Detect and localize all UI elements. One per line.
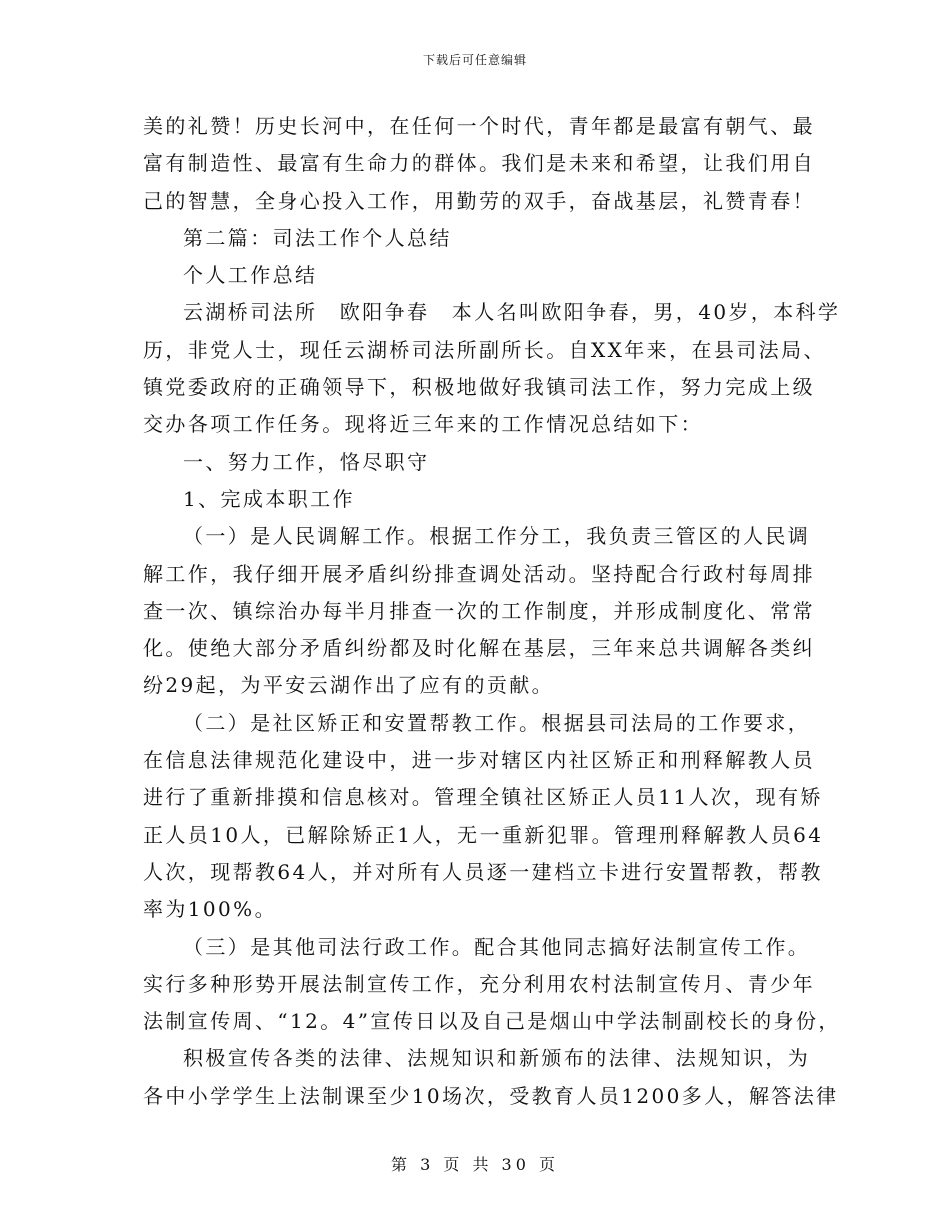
text-line: 纷29起，为平安云湖作出了应有的贡献。 <box>143 673 555 698</box>
text-line: 己的智慧，全身心投入工作，用勤劳的双手，奋战基层，礼赞青春！ <box>143 188 815 213</box>
page-header: 下载后可任意编辑 <box>422 53 527 67</box>
text-line: 实行多种形势开展法制宣传工作，充分利用农村法制宣传月、青少年 <box>143 971 815 996</box>
text-line: 化。使绝大部分矛盾纠纷都及时化解在基层，三年来总共调解各类纠 <box>143 636 815 661</box>
text-line: （一）是人民调解工作。根据工作分工，我负责三管区的人民调 <box>183 524 811 549</box>
text-line: 交办各项工作任务。现将近三年来的工作情况总结如下： <box>143 412 703 437</box>
page-footer: 第 3 页 共 30 页 <box>391 1155 559 1174</box>
text-line: 积极宣传各类的法律、法规知识和新颁布的法律、法规知识，为 <box>183 1046 811 1071</box>
text-line: 率为100%。 <box>143 897 277 922</box>
text-line: 1、完成本职工作 <box>183 486 355 511</box>
text-line: 进行了重新排摸和信息核对。管理全镇社区矫正人员11人次，现有矫 <box>143 785 823 810</box>
text-line: 一、努力工作，恪尽职守 <box>183 449 430 474</box>
text-line: 镇党委政府的正确领导下，积极地做好我镇司法工作，努力完成上级 <box>143 375 815 400</box>
text-line: 历，非党人士，现任云湖桥司法所副所长。自XX年来，在县司法局、 <box>143 337 826 362</box>
text-line: 正人员10人，已解除矫正1人，无一重新犯罪。管理刑释解教人员64 <box>143 822 824 847</box>
text-line: （三）是其他司法行政工作。配合其他同志搞好法制宣传工作。 <box>183 934 811 959</box>
text-line: 人次，现帮教64人，并对所有人员逐一建档立卡进行安置帮教，帮教 <box>143 859 823 884</box>
text-line: 第二篇：司法工作个人总结 <box>183 225 452 250</box>
text-line: 个人工作总结 <box>183 263 318 288</box>
text-line: 富有制造性、最富有生命力的群体。我们是未来和希望，让我们用自 <box>143 151 815 176</box>
text-line: 各中小学学生上法制课至少10场次，受教育人员1200多人，解答法律 <box>143 1083 839 1108</box>
text-line: （二）是社区矫正和安置帮教工作。根据县司法局的工作要求， <box>183 710 811 735</box>
text-line: 美的礼赞！历史长河中，在任何一个时代，青年都是最富有朝气、最 <box>143 114 815 138</box>
text-line: 查一次、镇综治办每半月排查一次的工作制度，并形成制度化、常常 <box>143 598 815 623</box>
text-line: 解工作，我仔细开展矛盾纠纷排查调处活动。坚持配合行政村每周排 <box>143 561 815 586</box>
text-line: 法制宣传周、“12。4”宣传日以及自己是烟山中学法制副校长的身份， <box>143 1009 841 1034</box>
text-line: 在信息法律规范化建设中，进一步对辖区内社区矫正和刑释解教人员 <box>143 748 815 773</box>
document-body <box>143 108 841 1115</box>
text-line: 云湖桥司法所 欧阳争春 本人名叫欧阳争春，男，40岁，本科学 <box>183 300 841 325</box>
